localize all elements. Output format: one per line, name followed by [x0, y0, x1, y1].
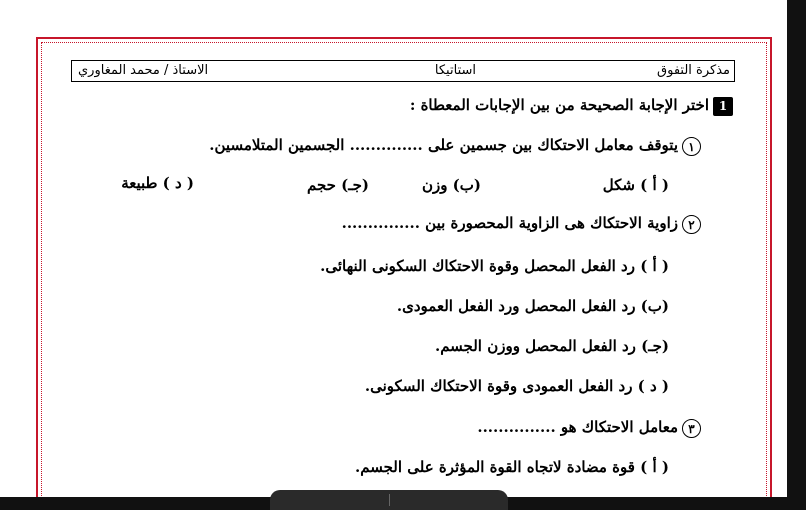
- header-bar: [71, 60, 735, 82]
- q1-option-a: ( أ ) شكل: [602, 176, 669, 194]
- question-2: [342, 214, 701, 234]
- section-title: اختر الإجابة الصحيحة من بين الإجابات المعطاة :: [409, 96, 709, 114]
- question-text: زاوية الاحتكاك هى الزاوية المحصورة بين ...............: [341, 214, 678, 232]
- q2-option-b: (ب) رد الفعل المحصل ورد الفعل العمودى.: [396, 297, 669, 315]
- section-heading: [410, 96, 733, 116]
- q2-option-a: ( أ ) رد الفعل المحصل وقوة الاحتكاك السكونى النهائى.: [320, 257, 669, 275]
- q1-option-b: (ب) وزن: [421, 176, 481, 194]
- question-text: معامل الاحتكاك هو ...............: [477, 418, 678, 436]
- header-memo-title: مذكرة التفوق: [657, 63, 730, 78]
- question-text: يتوقف معامل الاحتكاك بين جسمين على .............. الجسمين المتلامسين.: [209, 136, 678, 154]
- q1-option-d: ( د ) طبيعة: [121, 174, 194, 192]
- viewer-toolbar[interactable]: [270, 490, 508, 510]
- question-1: [209, 136, 701, 156]
- q1-option-c: (جـ) حجم: [306, 176, 369, 194]
- question-number: ٣: [682, 419, 701, 438]
- header-subject: استاتيكا: [434, 63, 476, 78]
- header-teacher: الاستاذ / محمد المغاوري: [78, 63, 209, 78]
- q2-option-c: (جـ) رد الفعل المحصل ووزن الجسم.: [434, 337, 669, 355]
- question-number: ٢: [682, 215, 701, 234]
- q3-option-a: ( أ ) قوة مضادة لاتجاه القوة المؤثرة على الجسم.: [355, 458, 669, 476]
- q2-option-d: ( د ) رد الفعل العمودى وقوة الاحتكاك السكونى.: [364, 377, 669, 395]
- question-3: [477, 418, 701, 438]
- question-number: ١: [682, 137, 701, 156]
- section-number-badge: 1: [713, 97, 733, 116]
